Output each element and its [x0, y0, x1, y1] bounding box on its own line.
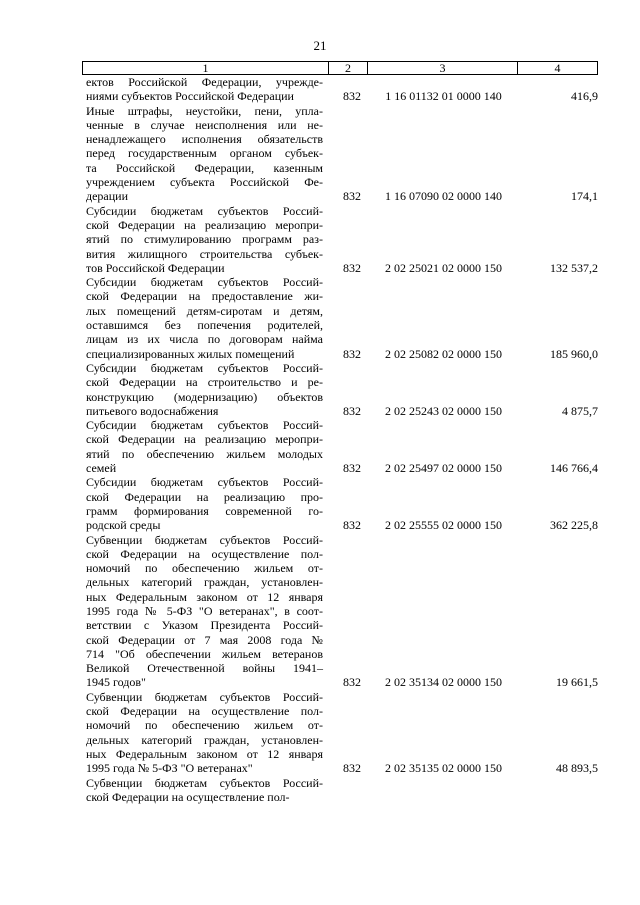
description-line: 1945 годов" — [86, 675, 146, 690]
description-line: ветствии с Указом Президента Россий- — [86, 618, 323, 633]
row-description — [82, 690, 327, 776]
row-admin-code: 832 — [343, 675, 361, 690]
description-line: номочий по обеспечению жильем от- — [86, 718, 323, 733]
description-line: Субвенции бюджетам субъектов Россий- — [86, 775, 323, 790]
row-amount: 19 661,5 — [556, 675, 598, 690]
description-line: Великой Отечественной войны 1941– — [86, 661, 323, 676]
description-line: Субсидии бюджетам субъектов Россий- — [86, 475, 323, 490]
description-line: Субвенции бюджетам субъектов Россий- — [86, 532, 323, 547]
description-line: специализированных жилых помещений — [86, 346, 295, 361]
row-description — [82, 418, 327, 475]
description-line: ской Федерации на реализацию про- — [86, 489, 323, 504]
row-admin-code: 832 — [343, 403, 361, 418]
row-admin-code: 832 — [343, 461, 361, 476]
row-budget-code: 1 16 01132 01 0000 140 — [385, 89, 502, 104]
page-number: 21 — [313, 38, 327, 53]
description-line: лицам из их числа по договорам найма — [86, 332, 323, 347]
header-col-1: 1 — [83, 62, 329, 74]
description-line: ской Федерации на осуществление пол- — [86, 546, 323, 561]
row-description — [82, 776, 327, 805]
table-row — [82, 533, 598, 690]
description-line: ектов Российской Федерации, учрежде- — [86, 75, 323, 89]
row-amount: 416,9 — [571, 89, 598, 104]
description-line: ской Федерации на строительство и ре- — [86, 375, 323, 390]
row-amount: 146 766,4 — [550, 461, 598, 476]
table-row — [82, 690, 598, 776]
row-budget-code: 2 02 25497 02 0000 150 — [385, 461, 502, 476]
description-line: учреждением субъекта Российской Фе- — [86, 175, 323, 190]
row-description — [82, 361, 327, 418]
description-line: оставшимся без попечения родителей, — [86, 318, 323, 333]
description-line: ных Федеральным законом от 12 января — [86, 589, 323, 604]
description-line: лых помещений детям-сиротам и детям, — [86, 303, 323, 318]
row-admin-code: 832 — [343, 346, 361, 361]
table-row — [82, 275, 598, 361]
row-amount: 174,1 — [571, 189, 598, 204]
description-line: ятий по стимулированию программ раз- — [86, 232, 323, 247]
header-col-2: 2 — [329, 62, 368, 74]
row-description — [82, 204, 327, 275]
description-line: ченные в случае неисполнения или не- — [86, 117, 323, 132]
row-budget-code: 2 02 25555 02 0000 150 — [385, 518, 502, 533]
description-line: Иные штрафы, неустойки, пени, упла- — [86, 103, 323, 118]
description-line: ской Федерации от 7 мая 2008 года № — [86, 632, 323, 647]
description-line: 1995 года № 5-ФЗ "О ветеранах", в соот- — [86, 603, 323, 618]
table-row — [82, 104, 598, 204]
table-row — [82, 361, 598, 418]
description-line: та Российской Федерации, казенным — [86, 160, 323, 175]
row-amount: 4 875,7 — [562, 403, 598, 418]
description-line: родской среды — [86, 518, 161, 533]
header-col-3: 3 — [368, 62, 518, 74]
description-line: перед государственным органом субъек- — [86, 146, 323, 161]
description-line: ятий по обеспечению жильем молодых — [86, 446, 323, 461]
row-description — [82, 75, 327, 104]
row-description — [82, 275, 327, 361]
description-line: ской Федерации на реализацию меропри- — [86, 432, 323, 447]
row-amount: 185 960,0 — [550, 346, 598, 361]
description-line: питьевого водоснабжения — [86, 403, 219, 418]
description-line: 714 "Об обеспечении жильем ветеранов — [86, 646, 323, 661]
row-description — [82, 533, 327, 690]
table-row — [82, 418, 598, 475]
row-amount: 132 537,2 — [550, 260, 598, 275]
table-row — [82, 75, 598, 104]
row-description — [82, 475, 327, 532]
table-row — [82, 204, 598, 275]
description-line: дельных категорий граждан, установлен- — [86, 732, 323, 747]
description-line: дельных категорий граждан, установлен- — [86, 575, 323, 590]
row-budget-code: 2 02 25082 02 0000 150 — [385, 346, 502, 361]
description-line: номочий по обеспечению жильем от- — [86, 561, 323, 576]
description-line: ской Федерации на осуществление пол- — [86, 704, 323, 719]
description-line: ниями субъектов Российской Федерации — [86, 89, 294, 104]
description-line: Субсидии бюджетам субъектов Россий- — [86, 360, 323, 375]
description-line: ской Федерации на предоставление жи- — [86, 289, 323, 304]
row-budget-code: 2 02 35135 02 0000 150 — [385, 761, 502, 776]
row-budget-code: 2 02 25021 02 0000 150 — [385, 260, 502, 275]
table-header — [82, 61, 598, 75]
description-line: конструкцию (модернизацию) объектов — [86, 389, 323, 404]
row-admin-code: 832 — [343, 89, 361, 104]
row-admin-code: 832 — [343, 761, 361, 776]
description-line: ской Федерации на реализацию меропри- — [86, 217, 323, 232]
description-line: Субсидии бюджетам субъектов Россий- — [86, 203, 323, 218]
header-col-4: 4 — [554, 61, 561, 75]
description-line: семей — [86, 461, 117, 476]
table-row — [82, 475, 598, 532]
revenue-table — [82, 61, 598, 804]
description-line: вития жилищного строительства субъек- — [86, 246, 323, 261]
row-description — [82, 104, 327, 204]
row-amount: 48 893,5 — [556, 761, 598, 776]
row-admin-code: 832 — [343, 189, 361, 204]
row-admin-code: 832 — [343, 518, 361, 533]
description-line: Субвенции бюджетам субъектов Россий- — [86, 689, 323, 704]
description-line: ных Федеральным законом от 12 января — [86, 746, 323, 761]
row-admin-code: 832 — [343, 260, 361, 275]
table-row — [82, 776, 598, 805]
description-line: 1995 года № 5-ФЗ "О ветеранах" — [86, 761, 253, 776]
description-line: грамм формирования современной го- — [86, 503, 323, 518]
row-budget-code: 2 02 25243 02 0000 150 — [385, 403, 502, 418]
description-line: Субсидии бюджетам субъектов Россий- — [86, 275, 323, 290]
description-line: Субсидии бюджетам субъектов Россий- — [86, 418, 323, 433]
row-amount: 362 225,8 — [550, 518, 598, 533]
description-line: дерации — [86, 189, 129, 204]
description-line: ской Федерации на осуществление пол- — [86, 789, 290, 804]
description-line: ненадлежащего исполнения обязательств — [86, 132, 323, 147]
row-budget-code: 1 16 07090 02 0000 140 — [385, 189, 502, 204]
row-budget-code: 2 02 35134 02 0000 150 — [385, 675, 502, 690]
description-line: тов Российской Федерации — [86, 260, 225, 275]
table-body — [82, 75, 598, 804]
